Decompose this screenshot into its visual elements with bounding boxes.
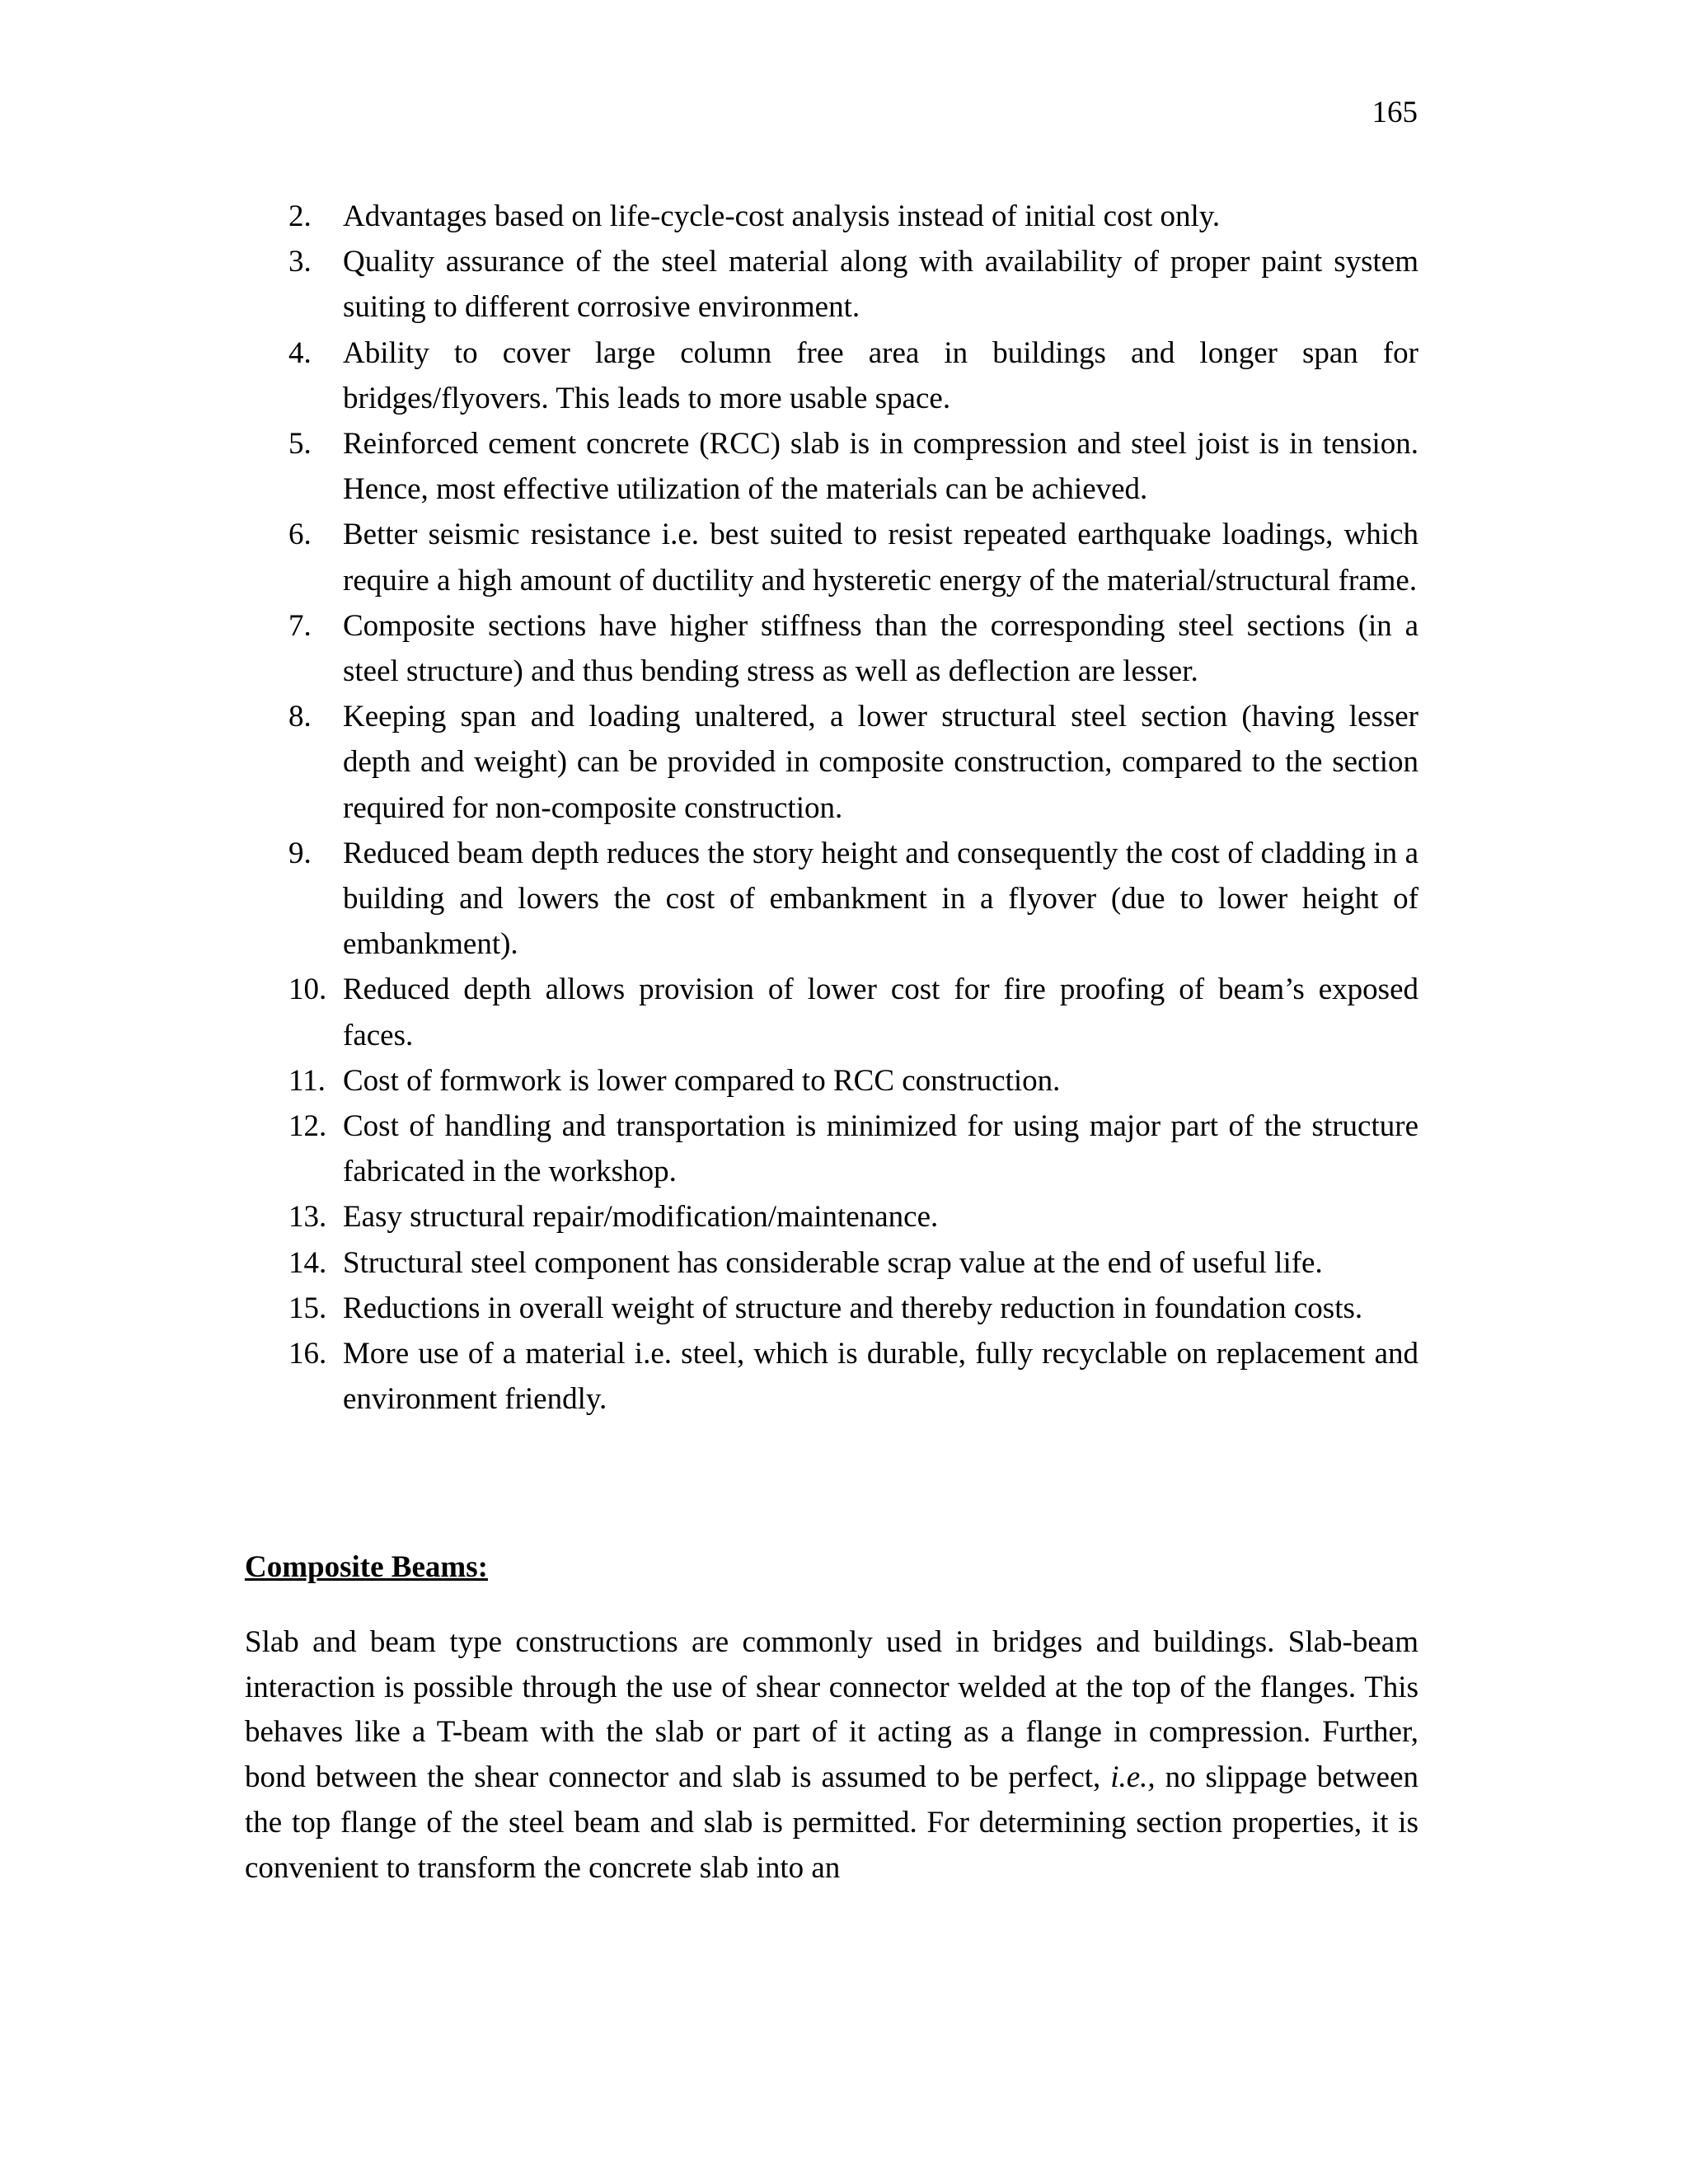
list-item-text: Cost of handling and transportation is minimized for using major part of the structure fabricated in the workshop. [343,1109,1418,1189]
list-item-number: 12. [288,1109,327,1144]
list-item-text: Keeping span and loading unaltered, a lower structural steel section (having lesser depth and weight) can be provided in composite construction, compared to the section required for non-composite construction. [343,700,1418,825]
list-item [0,831,1688,968]
list-item-text: Reinforced cement concrete (RCC) slab is in compression and steel joist is in tension. Hence, most effective utilization of the materials can be achieved. [343,427,1418,507]
list-item-number: 9. [288,836,312,870]
list-item-number: 14. [288,1245,327,1280]
list-item-text: Structural steel component has considerable scrap value at the end of useful life. [343,1245,1323,1280]
list-item [0,1240,1688,1286]
list-item-number: 13. [288,1200,327,1235]
section-heading: Composite Beams: [245,1550,488,1584]
list-item [0,1194,1688,1240]
list-item-number: 8. [288,700,312,734]
advantages-list [0,194,1688,1422]
list-item-text: Cost of formwork is lower compared to RCC construction. [343,1063,1061,1098]
list-item-text: Quality assurance of the steel material along with availability of proper paint system suiting to different corrosive environment. [343,245,1418,325]
list-item [0,603,1688,694]
paragraph-text: Slab and beam type constructions are commonly used in bridges and buildings. Slab-beam interaction is possible through the use of shear connector welded at the top of the flanges. This behaves like a T-beam with the slab or part of it acting as a flange in compression. Further, bond between the shear connector and slab is assumed to be perfect, [245,1625,1418,1795]
list-item [0,1331,1688,1422]
list-item-text: Advantages based on life-cycle-cost analysis instead of initial cost only. [343,199,1221,233]
list-item-number: 3. [288,245,312,279]
list-item-text: Composite sections have higher stiffness than the corresponding steel sections (in a steel structure) and thus bending stress as well as deflection are lesser. [343,608,1418,689]
list-item-number: 15. [288,1291,327,1325]
list-item-text: Reduced beam depth reduces the story height and consequently the cost of cladding in a building and lowers the cost of embankment in a flyover (due to lower height of embankment). [343,836,1418,962]
list-item [0,239,1688,330]
list-item-number: 10. [288,972,327,1007]
list-item [0,421,1688,512]
list-item [0,330,1688,421]
list-item [0,1286,1688,1331]
list-item [0,967,1688,1057]
list-item [0,694,1688,831]
list-item-number: 2. [288,199,312,233]
list-item [0,1104,1688,1194]
list-item-number: 5. [288,427,312,462]
list-item-text: Ability to cover large column free area in buildings and longer span for bridges/flyovers. This leads to more usable space. [343,335,1418,415]
list-item-number: 6. [288,518,312,552]
list-item-number: 11. [288,1063,326,1098]
list-item-text: More use of a material i.e. steel, which is durable, fully recyclable on replacement and environment friendly. [343,1337,1418,1417]
list-item [0,1058,1688,1104]
list-item-number: 16. [288,1337,327,1371]
page-number: 165 [1372,96,1418,129]
list-item [0,512,1688,602]
list-item-text: Reduced depth allows provision of lower cost for fire proofing of beam’s exposed faces. [343,972,1418,1052]
list-item [0,194,1688,239]
list-item-text: Easy structural repair/modification/maintenance. [343,1200,939,1235]
list-item-number: 7. [288,608,312,643]
list-item-number: 4. [288,335,312,370]
list-item-text: Reductions in overall weight of structure and thereby reduction in foundation costs. [343,1291,1363,1325]
paragraph-italic-abbreviation: i.e., [1110,1760,1156,1795]
paragraph-text: no slippage between the top flange of the steel beam and slab is permitted. For determining section properties, it is convenient to transform the concrete slab into an [245,1760,1419,1885]
body-paragraph [245,1620,1418,1891]
list-item-text: Better seismic resistance i.e. best suited to resist repeated earthquake loadings, which require a high amount of ductility and hysteretic energy of the material/structural frame. [343,518,1418,598]
